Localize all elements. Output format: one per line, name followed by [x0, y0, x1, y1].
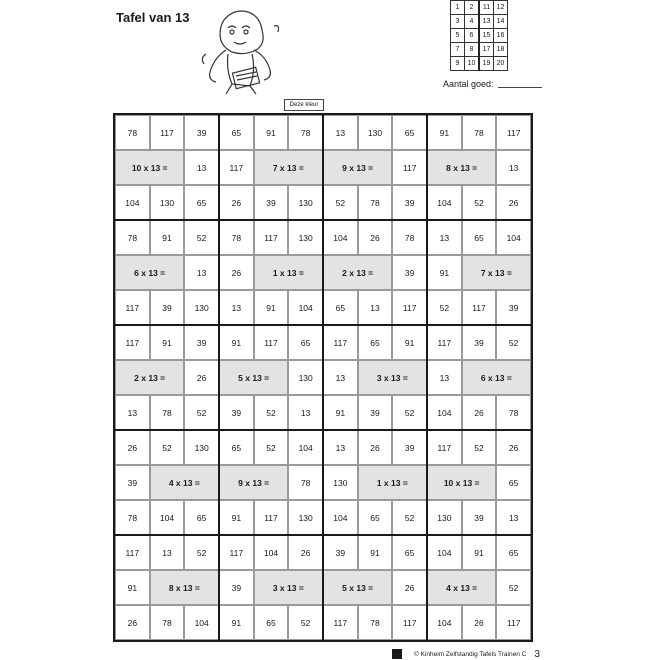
answer-cell[interactable]: 26	[462, 605, 497, 640]
answer-cell[interactable]: 39	[115, 465, 150, 500]
block-divider	[115, 324, 531, 326]
footer-copyright: © Kinheim Zelfstandig Tafels Trainen C	[414, 650, 527, 658]
answer-cell[interactable]: 65	[254, 605, 289, 640]
mini-table-cell: 14	[494, 15, 508, 29]
answer-cell[interactable]: 130	[288, 360, 323, 395]
mini-table-cell: 18	[494, 43, 508, 57]
mini-table-cell: 8	[465, 43, 480, 57]
answer-cell[interactable]: 117	[254, 500, 289, 535]
mini-table-row	[451, 29, 508, 43]
answer-cell[interactable]: 104	[427, 185, 462, 220]
question-cell[interactable]: 4 x 13 =	[427, 570, 496, 605]
answer-cell[interactable]: 26	[288, 535, 323, 570]
mini-table-cell: 4	[465, 15, 480, 29]
block-divider	[115, 429, 531, 431]
question-cell[interactable]: 10 x 13 =	[427, 465, 496, 500]
answer-cell[interactable]: 13	[496, 500, 531, 535]
answer-cell[interactable]: 52	[184, 220, 219, 255]
answer-cell[interactable]: 78	[462, 115, 497, 150]
answer-cell[interactable]: 117	[219, 150, 254, 185]
answer-cell[interactable]: 104	[184, 605, 219, 640]
block-divider	[426, 115, 428, 640]
answer-cell[interactable]: 39	[323, 535, 358, 570]
answer-cell[interactable]: 91	[150, 220, 185, 255]
answer-cell[interactable]: 117	[392, 605, 427, 640]
answer-cell[interactable]: 26	[392, 570, 427, 605]
answer-cell[interactable]: 104	[323, 220, 358, 255]
mini-table-cell: 10	[465, 57, 480, 71]
answer-cell[interactable]: 104	[254, 535, 289, 570]
answer-cell[interactable]: 65	[462, 220, 497, 255]
mini-table-row	[451, 15, 508, 29]
answer-cell[interactable]: 13	[358, 290, 393, 325]
block-divider	[218, 115, 220, 640]
answer-cell[interactable]: 91	[462, 535, 497, 570]
mini-table-cell: 11	[479, 1, 494, 15]
answer-cell[interactable]: 130	[427, 500, 462, 535]
answer-cell[interactable]: 78	[288, 115, 323, 150]
answer-cell[interactable]: 52	[496, 570, 531, 605]
answer-cell[interactable]: 26	[219, 185, 254, 220]
page-number: 3	[534, 648, 540, 660]
mini-table-cell: 5	[451, 29, 465, 43]
answer-cell[interactable]: 39	[462, 325, 497, 360]
answer-cell[interactable]: 91	[392, 325, 427, 360]
answer-cell[interactable]: 130	[150, 185, 185, 220]
answer-cell[interactable]: 26	[184, 360, 219, 395]
answer-cell[interactable]: 26	[496, 430, 531, 465]
answer-cell[interactable]: 39	[219, 570, 254, 605]
answer-cell[interactable]: 117	[427, 325, 462, 360]
answer-cell[interactable]: 104	[496, 220, 531, 255]
answer-cell[interactable]: 117	[427, 430, 462, 465]
score-answer-line	[498, 87, 542, 88]
answer-cell[interactable]: 26	[462, 395, 497, 430]
mini-table-row	[451, 1, 508, 15]
mini-table-row	[451, 43, 508, 57]
answer-cell[interactable]: 91	[150, 325, 185, 360]
answer-cell[interactable]: 13	[323, 115, 358, 150]
answer-cell[interactable]: 52	[462, 185, 497, 220]
answer-cell[interactable]: 26	[115, 605, 150, 640]
mini-table-cell: 17	[479, 43, 494, 57]
answer-cell[interactable]: 78	[392, 220, 427, 255]
answer-cell[interactable]: 65	[184, 500, 219, 535]
answer-cell[interactable]: 13	[323, 360, 358, 395]
answer-cell[interactable]: 39	[392, 185, 427, 220]
answer-cell[interactable]: 65	[219, 430, 254, 465]
answer-cell[interactable]: 39	[254, 185, 289, 220]
answer-cell[interactable]: 104	[323, 500, 358, 535]
question-cell[interactable]: 7 x 13 =	[254, 150, 323, 185]
answer-cell[interactable]: 39	[462, 500, 497, 535]
answer-cell[interactable]: 52	[254, 430, 289, 465]
block-divider	[322, 115, 324, 640]
answer-cell[interactable]: 117	[496, 605, 531, 640]
answer-cell[interactable]: 26	[219, 255, 254, 290]
answer-cell[interactable]: 78	[115, 115, 150, 150]
answer-cell[interactable]: 13	[184, 255, 219, 290]
answer-cell[interactable]: 104	[115, 185, 150, 220]
answer-cell[interactable]: 104	[427, 535, 462, 570]
answer-cell[interactable]: 78	[150, 605, 185, 640]
mini-table-cell: 6	[465, 29, 480, 43]
answer-cell[interactable]: 91	[254, 115, 289, 150]
question-cell[interactable]: 4 x 13 =	[150, 465, 219, 500]
answer-cell[interactable]: 91	[219, 500, 254, 535]
answer-cell[interactable]: 91	[427, 255, 462, 290]
question-cell[interactable]: 9 x 13 =	[219, 465, 288, 500]
answer-cell[interactable]: 130	[288, 185, 323, 220]
answer-cell[interactable]: 78	[358, 605, 393, 640]
mini-table-cell: 3	[451, 15, 465, 29]
answer-cell[interactable]: 65	[358, 500, 393, 535]
question-cell[interactable]: 8 x 13 =	[150, 570, 219, 605]
mini-table-cell: 9	[451, 57, 465, 71]
mini-table-cell: 2	[465, 1, 480, 15]
mini-table-cell: 12	[494, 1, 508, 15]
answer-cell[interactable]: 130	[323, 465, 358, 500]
answer-cell[interactable]: 52	[254, 395, 289, 430]
answer-cell[interactable]: 117	[115, 290, 150, 325]
answer-cell[interactable]: 117	[115, 535, 150, 570]
answer-cell[interactable]: 130	[358, 115, 393, 150]
answer-cell[interactable]: 65	[496, 535, 531, 570]
answer-cell[interactable]: 13	[496, 150, 531, 185]
answer-cell[interactable]: 78	[115, 500, 150, 535]
answer-cell[interactable]: 13	[150, 535, 185, 570]
answer-cell[interactable]: 78	[150, 395, 185, 430]
answer-cell[interactable]: 130	[184, 290, 219, 325]
block-divider	[115, 534, 531, 536]
mini-table-cell: 15	[479, 29, 494, 43]
answer-cell[interactable]: 104	[427, 395, 462, 430]
answer-cell[interactable]: 52	[184, 395, 219, 430]
answer-cell[interactable]: 130	[184, 430, 219, 465]
answer-cell[interactable]: 65	[288, 325, 323, 360]
answer-cell[interactable]: 52	[427, 290, 462, 325]
answer-cell[interactable]: 78	[115, 220, 150, 255]
answer-cell[interactable]: 65	[358, 325, 393, 360]
answer-cell[interactable]: 91	[219, 325, 254, 360]
answer-cell[interactable]: 91	[254, 290, 289, 325]
question-cell[interactable]: 1 x 13 =	[254, 255, 323, 290]
answer-cell[interactable]: 52	[288, 605, 323, 640]
answer-cell[interactable]: 13	[219, 290, 254, 325]
question-cell[interactable]: 10 x 13 =	[115, 150, 184, 185]
answer-cell[interactable]: 39	[392, 255, 427, 290]
answer-cell[interactable]: 91	[427, 115, 462, 150]
answer-cell[interactable]: 78	[219, 220, 254, 255]
question-cell[interactable]: 6 x 13 =	[462, 360, 531, 395]
answer-cell[interactable]: 39	[184, 325, 219, 360]
answer-cell[interactable]: 104	[150, 500, 185, 535]
exercise-grid	[113, 113, 533, 642]
answer-cell[interactable]: 52	[392, 500, 427, 535]
answer-cell[interactable]: 39	[184, 115, 219, 150]
mini-table-cell: 19	[479, 57, 494, 71]
answer-cell[interactable]: 117	[254, 325, 289, 360]
answer-cell[interactable]: 91	[323, 395, 358, 430]
answer-cell[interactable]: 39	[358, 395, 393, 430]
answer-cell[interactable]: 52	[496, 325, 531, 360]
answer-cell[interactable]: 52	[184, 535, 219, 570]
progress-mini-table	[450, 0, 508, 71]
answer-cell[interactable]: 91	[358, 535, 393, 570]
question-cell[interactable]: 5 x 13 =	[219, 360, 288, 395]
question-cell[interactable]: 9 x 13 =	[323, 150, 392, 185]
answer-cell[interactable]: 65	[184, 185, 219, 220]
answer-cell[interactable]: 52	[462, 430, 497, 465]
answer-cell[interactable]: 39	[219, 395, 254, 430]
answer-cell[interactable]: 78	[288, 465, 323, 500]
block-divider	[115, 219, 531, 221]
answer-cell[interactable]: 91	[219, 605, 254, 640]
answer-cell[interactable]: 117	[496, 115, 531, 150]
answer-cell[interactable]: 117	[323, 605, 358, 640]
answer-cell[interactable]: 91	[115, 570, 150, 605]
answer-cell[interactable]: 65	[496, 465, 531, 500]
mini-table-row	[451, 57, 508, 71]
answer-cell[interactable]: 52	[392, 395, 427, 430]
score-label: Aantal goed:	[443, 79, 542, 89]
question-cell[interactable]: 6 x 13 =	[115, 255, 184, 290]
answer-cell[interactable]: 26	[496, 185, 531, 220]
gorilla-mascot-icon	[196, 6, 286, 98]
answer-cell[interactable]: 26	[358, 430, 393, 465]
question-cell[interactable]: 8 x 13 =	[427, 150, 496, 185]
footer-square-icon	[392, 649, 402, 659]
answer-cell[interactable]: 117	[115, 325, 150, 360]
answer-cell[interactable]: 130	[288, 220, 323, 255]
mini-table-cell: 13	[479, 15, 494, 29]
question-cell[interactable]: 1 x 13 =	[358, 465, 427, 500]
answer-cell[interactable]: 13	[427, 360, 462, 395]
answer-cell[interactable]: 117	[150, 115, 185, 150]
answer-cell[interactable]: 117	[392, 150, 427, 185]
answer-cell[interactable]: 117	[462, 290, 497, 325]
question-cell[interactable]: 2 x 13 =	[323, 255, 392, 290]
answer-cell[interactable]: 13	[323, 430, 358, 465]
answer-cell[interactable]: 117	[323, 325, 358, 360]
question-cell[interactable]: 2 x 13 =	[115, 360, 184, 395]
answer-cell[interactable]: 13	[427, 220, 462, 255]
answer-cell[interactable]: 39	[496, 290, 531, 325]
color-key-box: Deze kleur	[284, 99, 324, 111]
answer-cell[interactable]: 65	[219, 115, 254, 150]
answer-cell[interactable]: 104	[288, 290, 323, 325]
answer-cell[interactable]: 117	[392, 290, 427, 325]
answer-cell[interactable]: 104	[288, 430, 323, 465]
answer-cell[interactable]: 65	[323, 290, 358, 325]
answer-cell[interactable]: 39	[392, 430, 427, 465]
answer-cell[interactable]: 65	[392, 115, 427, 150]
question-cell[interactable]: 5 x 13 =	[323, 570, 392, 605]
footer	[392, 649, 540, 659]
answer-cell[interactable]: 117	[219, 535, 254, 570]
answer-cell[interactable]: 39	[150, 290, 185, 325]
answer-cell[interactable]: 13	[115, 395, 150, 430]
answer-cell[interactable]: 26	[358, 220, 393, 255]
mini-table-cell: 7	[451, 43, 465, 57]
mini-table-cell: 1	[451, 1, 465, 15]
answer-cell[interactable]: 26	[115, 430, 150, 465]
answer-cell[interactable]: 78	[496, 395, 531, 430]
answer-cell[interactable]: 52	[150, 430, 185, 465]
answer-cell[interactable]: 130	[288, 500, 323, 535]
question-cell[interactable]: 7 x 13 =	[462, 255, 531, 290]
mini-table-cell: 20	[494, 57, 508, 71]
mini-table-cell: 16	[494, 29, 508, 43]
answer-cell[interactable]: 117	[254, 220, 289, 255]
answer-cell[interactable]: 52	[323, 185, 358, 220]
question-cell[interactable]: 3 x 13 =	[254, 570, 323, 605]
answer-cell[interactable]: 13	[184, 150, 219, 185]
answer-cell[interactable]: 104	[427, 605, 462, 640]
answer-cell[interactable]: 13	[288, 395, 323, 430]
page-title: Tafel van 13	[116, 10, 190, 25]
answer-cell[interactable]: 78	[358, 185, 393, 220]
question-cell[interactable]: 3 x 13 =	[358, 360, 427, 395]
answer-cell[interactable]: 65	[392, 535, 427, 570]
